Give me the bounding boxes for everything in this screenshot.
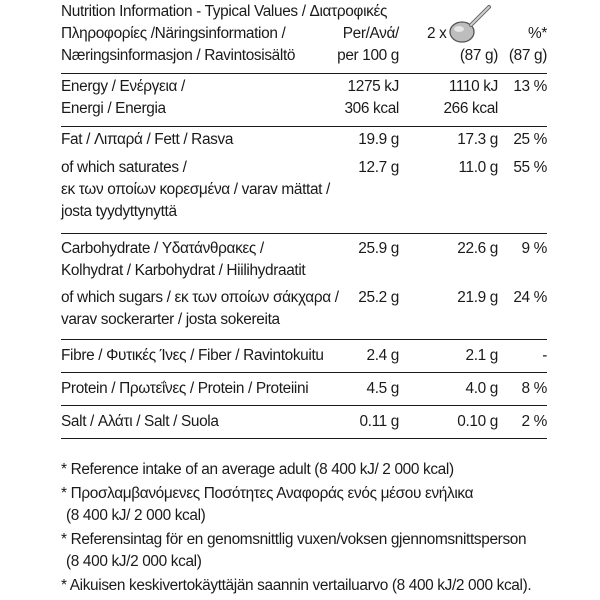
portion-count: 2 x <box>427 25 447 42</box>
footnote: * Referensintag för en genomsnittlig vuxen/voksen gjennomsnittsperson <box>61 531 527 548</box>
portion-value: 2.1 g <box>465 347 498 364</box>
nutrient-label: Protein / Πρωτεΐνες / Protein / Proteiini <box>61 380 309 397</box>
portion-value: 21.9 g <box>457 289 498 306</box>
portion-value <box>399 76 498 120</box>
footnote: (8 400 kJ/ 2 000 kcal) <box>66 507 206 524</box>
portion-value: 4.0 g <box>465 380 498 397</box>
value-line: 1275 kJ <box>347 78 399 95</box>
section-protein <box>61 373 547 405</box>
table-row <box>61 411 547 433</box>
section-fat <box>61 127 547 225</box>
value-line: 13 % <box>513 78 547 95</box>
nutrient-label <box>61 157 341 223</box>
section-carbohydrate <box>61 234 547 333</box>
table-header <box>61 0 547 66</box>
nutrient-label: Salt / Αλάτι / Salt / Suola <box>61 413 219 430</box>
percent-symbol: %* <box>528 25 547 42</box>
portion-weight: (87 g) <box>459 47 498 64</box>
percent-value: 25 % <box>513 131 547 148</box>
percent-portion: (87 g) <box>508 47 547 64</box>
per-100g-value: 12.7 g <box>358 159 399 176</box>
nutrient-label: Fat / Λιπαρά / Fett / Rasva <box>61 131 234 148</box>
portion-value: 0.10 g <box>457 413 498 430</box>
title-line: Nutrition Information - Typical Values / Διατροφικές <box>61 3 388 20</box>
percent-value: - <box>542 347 547 364</box>
table-row <box>61 238 547 282</box>
label-line: varav sockerarter / josta sokereita <box>61 311 280 328</box>
per-100g-value: 25.9 g <box>358 240 399 257</box>
label-line: εκ των οποίων κορεσμένα / varav mättat / <box>61 181 330 198</box>
table-row <box>61 378 547 400</box>
per-header-line: Per/Ανά/ <box>342 25 399 42</box>
section-salt <box>61 406 547 438</box>
per-100g-value: 25.2 g <box>358 289 399 306</box>
footnote: * Προσλαμβανόμενες Ποσότητες Αναφοράς ενός μέσου ενήλικα <box>61 485 474 502</box>
table-row <box>61 129 547 151</box>
portion-value: 22.6 g <box>457 240 498 257</box>
label-line: Kolhydrat / Karbohydrat / Hiilihydraatit <box>61 262 306 279</box>
value-line: 266 kcal <box>443 100 498 117</box>
portion-header <box>399 1 498 67</box>
title-line: Næringsinformasjon / Ravintosisältö <box>61 47 296 64</box>
table-row <box>61 345 547 367</box>
nutrient-label: Fibre / Φυτικές Ίνες / Fiber / Ravintokuitu <box>61 347 324 364</box>
nutrient-label <box>61 287 341 331</box>
divider <box>61 438 547 439</box>
footnote: (8 400 kJ/2 000 kcal) <box>66 553 202 570</box>
percent-value: 55 % <box>513 159 547 176</box>
percent-value: 9 % <box>521 240 547 257</box>
per-100g-value: 2.4 g <box>366 347 399 364</box>
section-fibre <box>61 340 547 372</box>
label-line: of which sugars / εκ των οποίων σάκχαρα / <box>61 289 339 306</box>
value-line: 306 kcal <box>344 100 399 117</box>
label-line: Energi / Energia <box>61 100 166 117</box>
portion-value: 11.0 g <box>458 159 498 176</box>
portion-value: 17.3 g <box>457 131 498 148</box>
per-100g-header <box>337 1 399 66</box>
section-energy <box>61 74 547 122</box>
nutrition-table <box>61 0 547 439</box>
per-100g-value: 4.5 g <box>366 380 399 397</box>
title-line: Πληροφορίες /Näringsinformation / <box>61 25 286 42</box>
per-100g-value <box>341 76 399 120</box>
footnote: * Aikuisen keskivertokäyttäjän saannin vertailuarvo (8 400 kJ/2 000 kcal). <box>61 577 532 594</box>
nutrient-label <box>61 76 341 120</box>
label-line: josta tyydyttynyttä <box>61 203 177 220</box>
label-line: Energy / Ενέργεια / <box>61 78 185 95</box>
percent-value <box>498 76 547 120</box>
value-line: 1110 kJ <box>448 78 498 95</box>
table-row <box>61 287 547 331</box>
label-line: of which saturates / <box>61 159 187 176</box>
spoon-icon <box>445 0 495 49</box>
table-row <box>61 157 547 223</box>
nutrient-label <box>61 238 341 282</box>
per-header-line: per 100 g <box>337 47 399 64</box>
percent-value: 24 % <box>513 289 547 306</box>
footnote: * Reference intake of an average adult (8 400 kJ/ 2 000 kcal) <box>61 461 454 478</box>
per-100g-value: 0.11 g <box>359 413 399 430</box>
percent-value: 8 % <box>521 380 547 397</box>
per-100g-value: 19.9 g <box>358 131 399 148</box>
label-line: Carbohydrate / Υδατάνθρακες / <box>61 240 264 257</box>
percent-header <box>498 1 547 66</box>
table-row <box>61 76 547 120</box>
percent-value: 2 % <box>521 413 547 430</box>
